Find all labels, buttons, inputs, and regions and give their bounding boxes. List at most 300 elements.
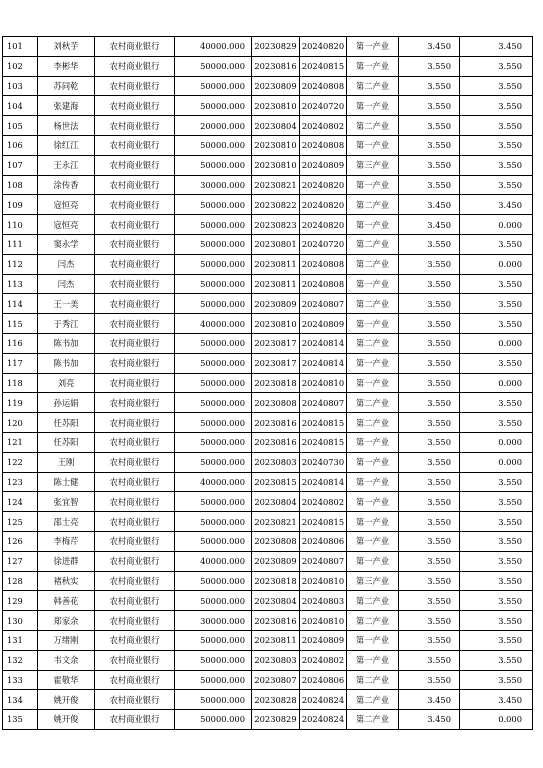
industry-cell: 第三产业 [347,571,399,591]
rate-2-cell: 3.550 [460,630,533,650]
end-date-cell: 20240814 [300,353,347,373]
borrower-name-cell: 涂传香 [38,175,95,195]
rate-2-cell: 0.000 [460,432,533,452]
row-number-cell: 133 [3,670,38,690]
row-number-cell: 119 [3,393,38,413]
start-date-cell: 20230829 [252,37,300,57]
start-date-cell: 20230811 [252,274,300,294]
rate-2-cell: 3.550 [460,650,533,670]
end-date-cell: 20240820 [300,37,347,57]
bank-name-cell: 农村商业银行 [95,472,175,492]
start-date-cell: 20230815 [252,472,300,492]
bank-name-cell: 农村商业银行 [95,314,175,334]
industry-cell: 第一产业 [347,472,399,492]
row-number-cell: 112 [3,254,38,274]
rate-2-cell: 3.550 [460,591,533,611]
loan-amount-cell: 50000.000 [175,492,252,512]
rate-2-cell: 3.450 [460,37,533,57]
loan-amount-cell: 50000.000 [175,373,252,393]
rate-2-cell: 3.550 [460,353,533,373]
borrower-name-cell: 陈士健 [38,472,95,492]
table-row [3,294,533,314]
rate-1-cell: 3.550 [399,630,460,650]
row-number-cell: 129 [3,591,38,611]
loan-amount-cell: 20000.000 [175,116,252,136]
start-date-cell: 20230821 [252,175,300,195]
start-date-cell: 20230804 [252,492,300,512]
start-date-cell: 20230818 [252,373,300,393]
rate-2-cell: 3.550 [460,611,533,631]
borrower-name-cell: 褚秋实 [38,571,95,591]
borrower-name-cell: 李梅芹 [38,531,95,551]
rate-2-cell: 3.550 [460,234,533,254]
bank-name-cell: 农村商业银行 [95,353,175,373]
borrower-name-cell: 于秀江 [38,314,95,334]
industry-cell: 第二产业 [347,234,399,254]
industry-cell: 第一产业 [347,353,399,373]
start-date-cell: 20230808 [252,393,300,413]
industry-cell: 第一产业 [347,274,399,294]
start-date-cell: 20230804 [252,116,300,136]
loan-amount-cell: 50000.000 [175,76,252,96]
borrower-name-cell: 韩善花 [38,591,95,611]
table-row [3,333,533,353]
row-number-cell: 104 [3,96,38,116]
end-date-cell: 20240808 [300,254,347,274]
end-date-cell: 20240809 [300,155,347,175]
start-date-cell: 20230816 [252,56,300,76]
bank-name-cell: 农村商业银行 [95,591,175,611]
borrower-name-cell: 霍敬华 [38,670,95,690]
rate-1-cell: 3.550 [399,591,460,611]
borrower-name-cell: 韦文余 [38,650,95,670]
table-row [3,492,533,512]
start-date-cell: 20230810 [252,96,300,116]
row-number-cell: 102 [3,56,38,76]
start-date-cell: 20230810 [252,314,300,334]
row-number-cell: 126 [3,531,38,551]
borrower-name-cell: 孙运娟 [38,393,95,413]
end-date-cell: 20240824 [300,710,347,730]
end-date-cell: 20240810 [300,571,347,591]
rate-1-cell: 3.550 [399,76,460,96]
table-row [3,393,533,413]
table-row [3,472,533,492]
row-number-cell: 110 [3,215,38,235]
rate-1-cell: 3.550 [399,670,460,690]
loan-amount-cell: 50000.000 [175,96,252,116]
rate-1-cell: 3.550 [399,274,460,294]
borrower-name-cell: 王永江 [38,155,95,175]
bank-name-cell: 农村商业银行 [95,56,175,76]
industry-cell: 第二产业 [347,294,399,314]
start-date-cell: 20230808 [252,531,300,551]
industry-cell: 第一产业 [347,175,399,195]
bank-name-cell: 农村商业银行 [95,215,175,235]
industry-cell: 第一产业 [347,551,399,571]
table-row [3,135,533,155]
row-number-cell: 114 [3,294,38,314]
table-row [3,314,533,334]
industry-cell: 第一产业 [347,492,399,512]
end-date-cell: 20240802 [300,116,347,136]
bank-name-cell: 农村商业银行 [95,274,175,294]
industry-cell: 第二产业 [347,611,399,631]
rate-1-cell: 3.450 [399,690,460,710]
end-date-cell: 20240803 [300,591,347,611]
industry-cell: 第一产业 [347,37,399,57]
borrower-name-cell: 邵士亮 [38,512,95,532]
rate-1-cell: 3.550 [399,492,460,512]
industry-cell: 第一产业 [347,135,399,155]
loan-amount-cell: 50000.000 [175,254,252,274]
table-row [3,512,533,532]
row-number-cell: 113 [3,274,38,294]
borrower-name-cell: 姚开俊 [38,710,95,730]
rate-1-cell: 3.450 [399,215,460,235]
start-date-cell: 20230809 [252,76,300,96]
rate-2-cell: 0.000 [460,452,533,472]
bank-name-cell: 农村商业银行 [95,333,175,353]
end-date-cell: 20240814 [300,472,347,492]
borrower-name-cell: 任苏阳 [38,413,95,433]
end-date-cell: 20240802 [300,492,347,512]
industry-cell: 第一产业 [347,96,399,116]
rate-1-cell: 3.550 [399,650,460,670]
table-row [3,274,533,294]
row-number-cell: 124 [3,492,38,512]
industry-cell: 第一产业 [347,56,399,76]
industry-cell: 第二产业 [347,195,399,215]
rate-1-cell: 3.550 [399,314,460,334]
loan-amount-cell: 50000.000 [175,531,252,551]
rate-1-cell: 3.550 [399,116,460,136]
borrower-name-cell: 张宜智 [38,492,95,512]
rate-2-cell: 3.550 [460,393,533,413]
loan-amount-cell: 50000.000 [175,710,252,730]
rate-1-cell: 3.550 [399,56,460,76]
bank-name-cell: 农村商业银行 [95,175,175,195]
rate-2-cell: 3.550 [460,551,533,571]
end-date-cell: 20240720 [300,96,347,116]
borrower-name-cell: 杨世法 [38,116,95,136]
industry-cell: 第一产业 [347,215,399,235]
end-date-cell: 20240806 [300,531,347,551]
bank-name-cell: 农村商业银行 [95,630,175,650]
loan-amount-cell: 50000.000 [175,155,252,175]
borrower-name-cell: 王刚 [38,452,95,472]
row-number-cell: 101 [3,37,38,57]
rate-1-cell: 3.550 [399,512,460,532]
rate-2-cell: 3.550 [460,135,533,155]
borrower-name-cell: 苏同乾 [38,76,95,96]
row-number-cell: 109 [3,195,38,215]
row-number-cell: 105 [3,116,38,136]
bank-name-cell: 农村商业银行 [95,37,175,57]
row-number-cell: 117 [3,353,38,373]
loan-amount-cell: 50000.000 [175,195,252,215]
loan-amount-cell: 50000.000 [175,591,252,611]
industry-cell: 第一产业 [347,314,399,334]
table-row [3,650,533,670]
loan-amount-cell: 50000.000 [175,333,252,353]
rate-1-cell: 3.550 [399,96,460,116]
end-date-cell: 20240806 [300,670,347,690]
table-row [3,175,533,195]
table-row [3,432,533,452]
table-row [3,452,533,472]
table-body [3,37,533,730]
end-date-cell: 20240809 [300,314,347,334]
borrower-name-cell: 万绪刚 [38,630,95,650]
start-date-cell: 20230817 [252,353,300,373]
loan-amount-cell: 40000.000 [175,472,252,492]
industry-cell: 第二产业 [347,710,399,730]
loan-amount-cell: 50000.000 [175,353,252,373]
end-date-cell: 20240814 [300,333,347,353]
rate-2-cell: 0.000 [460,373,533,393]
row-number-cell: 116 [3,333,38,353]
rate-2-cell: 3.550 [460,413,533,433]
rate-1-cell: 3.550 [399,472,460,492]
rate-1-cell: 3.550 [399,135,460,155]
rate-2-cell: 3.550 [460,116,533,136]
industry-cell: 第一产业 [347,432,399,452]
start-date-cell: 20230829 [252,710,300,730]
industry-cell: 第二产业 [347,591,399,611]
loan-amount-cell: 40000.000 [175,551,252,571]
rate-2-cell: 3.550 [460,155,533,175]
borrower-name-cell: 闫杰 [38,274,95,294]
rate-1-cell: 3.550 [399,452,460,472]
borrower-name-cell: 李彬华 [38,56,95,76]
loan-amount-cell: 50000.000 [175,432,252,452]
rate-2-cell: 3.450 [460,195,533,215]
bank-name-cell: 农村商业银行 [95,254,175,274]
rate-2-cell: 3.550 [460,274,533,294]
start-date-cell: 20230828 [252,690,300,710]
rate-1-cell: 3.450 [399,37,460,57]
rate-1-cell: 3.550 [399,531,460,551]
bank-name-cell: 农村商业银行 [95,452,175,472]
start-date-cell: 20230809 [252,294,300,314]
industry-cell: 第三产业 [347,155,399,175]
start-date-cell: 20230811 [252,254,300,274]
loan-amount-cell: 50000.000 [175,234,252,254]
loan-amount-cell: 50000.000 [175,393,252,413]
loan-amount-cell: 50000.000 [175,650,252,670]
table-row [3,710,533,730]
start-date-cell: 20230821 [252,512,300,532]
bank-name-cell: 农村商业银行 [95,393,175,413]
rate-2-cell: 3.550 [460,472,533,492]
table-row [3,373,533,393]
borrower-name-cell: 陈书加 [38,353,95,373]
bank-name-cell: 农村商业银行 [95,432,175,452]
loan-amount-cell: 40000.000 [175,37,252,57]
table-row [3,254,533,274]
industry-cell: 第二产业 [347,254,399,274]
row-number-cell: 131 [3,630,38,650]
industry-cell: 第一产业 [347,630,399,650]
industry-cell: 第二产业 [347,670,399,690]
end-date-cell: 20240820 [300,175,347,195]
start-date-cell: 20230801 [252,234,300,254]
end-date-cell: 20240807 [300,551,347,571]
end-date-cell: 20240808 [300,274,347,294]
bank-name-cell: 农村商业银行 [95,670,175,690]
end-date-cell: 20240815 [300,512,347,532]
rate-2-cell: 3.550 [460,56,533,76]
bank-name-cell: 农村商业银行 [95,611,175,631]
rate-1-cell: 3.450 [399,710,460,730]
rate-1-cell: 3.550 [399,353,460,373]
rate-1-cell: 3.550 [399,234,460,254]
rate-2-cell: 3.550 [460,571,533,591]
rate-2-cell: 3.550 [460,314,533,334]
borrower-name-cell: 寇恒亮 [38,195,95,215]
loan-amount-cell: 50000.000 [175,413,252,433]
end-date-cell: 20240802 [300,650,347,670]
row-number-cell: 115 [3,314,38,334]
industry-cell: 第一产业 [347,373,399,393]
loan-amount-cell: 50000.000 [175,215,252,235]
start-date-cell: 20230809 [252,551,300,571]
rate-1-cell: 3.550 [399,413,460,433]
bank-name-cell: 农村商业银行 [95,571,175,591]
loan-amount-cell: 50000.000 [175,452,252,472]
rate-2-cell: 0.000 [460,215,533,235]
bank-name-cell: 农村商业银行 [95,135,175,155]
loan-amount-cell: 30000.000 [175,175,252,195]
table-row [3,234,533,254]
industry-cell: 第二产业 [347,690,399,710]
table-row [3,591,533,611]
table-row [3,670,533,690]
borrower-name-cell: 刘秋芋 [38,37,95,57]
loan-amount-cell: 30000.000 [175,611,252,631]
bank-name-cell: 农村商业银行 [95,234,175,254]
borrower-name-cell: 闫杰 [38,254,95,274]
end-date-cell: 20240810 [300,373,347,393]
end-date-cell: 20240720 [300,234,347,254]
row-number-cell: 128 [3,571,38,591]
rate-2-cell: 3.550 [460,294,533,314]
bank-name-cell: 农村商业银行 [95,294,175,314]
loan-table [2,36,533,730]
row-number-cell: 127 [3,551,38,571]
table-row [3,571,533,591]
rate-2-cell: 3.550 [460,492,533,512]
table-row [3,353,533,373]
start-date-cell: 20230811 [252,630,300,650]
borrower-name-cell: 郑家余 [38,611,95,631]
start-date-cell: 20230804 [252,591,300,611]
industry-cell: 第二产业 [347,333,399,353]
bank-name-cell: 农村商业银行 [95,96,175,116]
end-date-cell: 20240824 [300,690,347,710]
start-date-cell: 20230817 [252,333,300,353]
industry-cell: 第一产业 [347,531,399,551]
borrower-name-cell: 张建海 [38,96,95,116]
borrower-name-cell: 姚开俊 [38,690,95,710]
table-row [3,116,533,136]
table-row [3,76,533,96]
bank-name-cell: 农村商业银行 [95,492,175,512]
row-number-cell: 111 [3,234,38,254]
table-row [3,155,533,175]
start-date-cell: 20230816 [252,611,300,631]
rate-2-cell: 0.000 [460,333,533,353]
start-date-cell: 20230810 [252,155,300,175]
bank-name-cell: 农村商业银行 [95,76,175,96]
table-row [3,96,533,116]
table-row [3,611,533,631]
row-number-cell: 121 [3,432,38,452]
end-date-cell: 20240815 [300,413,347,433]
start-date-cell: 20230803 [252,650,300,670]
row-number-cell: 108 [3,175,38,195]
bank-name-cell: 农村商业银行 [95,710,175,730]
rate-2-cell: 3.550 [460,175,533,195]
row-number-cell: 130 [3,611,38,631]
loan-amount-cell: 50000.000 [175,630,252,650]
borrower-name-cell: 窦永学 [38,234,95,254]
rate-1-cell: 3.550 [399,294,460,314]
table-row [3,551,533,571]
industry-cell: 第二产业 [347,393,399,413]
industry-cell: 第一产业 [347,452,399,472]
row-number-cell: 122 [3,452,38,472]
industry-cell: 第一产业 [347,512,399,532]
loan-amount-cell: 40000.000 [175,314,252,334]
loan-amount-cell: 50000.000 [175,690,252,710]
row-number-cell: 118 [3,373,38,393]
loan-amount-cell: 50000.000 [175,670,252,690]
bank-name-cell: 农村商业银行 [95,531,175,551]
rate-2-cell: 3.550 [460,670,533,690]
rate-1-cell: 3.550 [399,393,460,413]
bank-name-cell: 农村商业银行 [95,155,175,175]
bank-name-cell: 农村商业银行 [95,512,175,532]
table-row [3,56,533,76]
row-number-cell: 132 [3,650,38,670]
end-date-cell: 20240815 [300,56,347,76]
rate-1-cell: 3.550 [399,254,460,274]
industry-cell: 第二产业 [347,413,399,433]
row-number-cell: 107 [3,155,38,175]
loan-amount-cell: 50000.000 [175,571,252,591]
start-date-cell: 20230822 [252,195,300,215]
end-date-cell: 20240808 [300,135,347,155]
start-date-cell: 20230807 [252,670,300,690]
row-number-cell: 134 [3,690,38,710]
start-date-cell: 20230816 [252,432,300,452]
row-number-cell: 120 [3,413,38,433]
bank-name-cell: 农村商业银行 [95,413,175,433]
rate-1-cell: 3.450 [399,195,460,215]
rate-2-cell: 3.550 [460,76,533,96]
rate-2-cell: 3.550 [460,512,533,532]
table-row [3,195,533,215]
rate-2-cell: 0.000 [460,254,533,274]
end-date-cell: 20240815 [300,432,347,452]
start-date-cell: 20230823 [252,215,300,235]
table-row [3,413,533,433]
bank-name-cell: 农村商业银行 [95,551,175,571]
rate-2-cell: 3.550 [460,531,533,551]
borrower-name-cell: 徐进群 [38,551,95,571]
